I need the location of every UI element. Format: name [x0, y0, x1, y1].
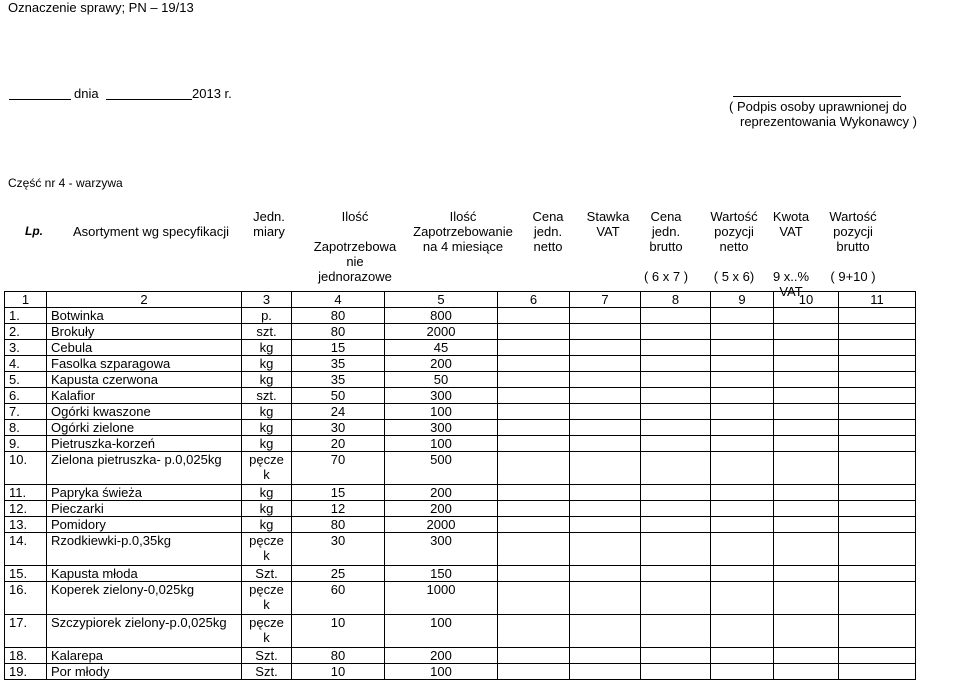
signature-line: [733, 96, 901, 97]
row-wartosc-netto[interactable]: [711, 324, 774, 340]
table-row: [5, 452, 916, 485]
row-cena-netto[interactable]: [498, 356, 570, 372]
row-cena-netto[interactable]: [498, 566, 570, 582]
col-number: 6: [498, 292, 570, 308]
row-cena-netto[interactable]: [498, 404, 570, 420]
row-wartosc-brutto[interactable]: [839, 324, 916, 340]
row-lp: 14.: [5, 533, 47, 566]
row-cena-netto[interactable]: [498, 517, 570, 533]
row-unit: pęcze k: [242, 533, 292, 566]
row-qty-single: 80: [292, 324, 385, 340]
row-stawka-vat[interactable]: [570, 324, 641, 340]
row-lp: 10.: [5, 452, 47, 485]
row-qty-single: 35: [292, 372, 385, 388]
row-kwota-vat[interactable]: [774, 582, 839, 615]
header-ilosc-jednorazowe: Ilość Zapotrzebowa nie jednorazowe: [313, 209, 397, 284]
row-qty-single: 80: [292, 648, 385, 664]
row-wartosc-netto[interactable]: [711, 501, 774, 517]
row-cena-brutto[interactable]: [641, 566, 711, 582]
row-stawka-vat[interactable]: [570, 501, 641, 517]
row-cena-brutto[interactable]: [641, 356, 711, 372]
row-lp: 15.: [5, 566, 47, 582]
row-qty-single: 70: [292, 452, 385, 485]
row-qty-4-months: 300: [385, 388, 498, 404]
table-row: [5, 372, 916, 388]
row-wartosc-netto[interactable]: [711, 340, 774, 356]
row-item-name: Ogórki kwaszone: [47, 404, 242, 420]
row-wartosc-brutto[interactable]: [839, 340, 916, 356]
table-row: [5, 436, 916, 452]
row-stawka-vat[interactable]: [570, 436, 641, 452]
row-cena-brutto[interactable]: [641, 648, 711, 664]
row-wartosc-netto[interactable]: [711, 582, 774, 615]
row-kwota-vat[interactable]: [774, 501, 839, 517]
row-cena-brutto[interactable]: [641, 372, 711, 388]
row-item-name: Fasolka szparagowa: [47, 356, 242, 372]
row-lp: 13.: [5, 517, 47, 533]
row-cena-netto[interactable]: [498, 648, 570, 664]
header-cena-brutto: Cena jedn. brutto ( 6 x 7 ): [643, 209, 689, 284]
row-item-name: Brokuły: [47, 324, 242, 340]
row-kwota-vat[interactable]: [774, 340, 839, 356]
row-cena-netto[interactable]: [498, 420, 570, 436]
row-wartosc-netto[interactable]: [711, 566, 774, 582]
row-wartosc-netto[interactable]: [711, 404, 774, 420]
row-stawka-vat[interactable]: [570, 308, 641, 324]
row-kwota-vat[interactable]: [774, 420, 839, 436]
row-cena-brutto[interactable]: [641, 436, 711, 452]
table-row: [5, 501, 916, 517]
row-qty-4-months: 200: [385, 356, 498, 372]
row-qty-4-months: 300: [385, 420, 498, 436]
row-kwota-vat[interactable]: [774, 517, 839, 533]
row-wartosc-netto[interactable]: [711, 388, 774, 404]
col-number: 2: [47, 292, 242, 308]
row-qty-4-months: 200: [385, 648, 498, 664]
row-wartosc-brutto[interactable]: [839, 517, 916, 533]
row-wartosc-netto[interactable]: [711, 436, 774, 452]
row-cena-brutto[interactable]: [641, 388, 711, 404]
row-unit: kg: [242, 436, 292, 452]
row-qty-single: 24: [292, 404, 385, 420]
row-unit: szt.: [242, 324, 292, 340]
row-cena-netto[interactable]: [498, 533, 570, 566]
row-stawka-vat[interactable]: [570, 356, 641, 372]
col-number: 1: [5, 292, 47, 308]
row-unit: kg: [242, 372, 292, 388]
row-cena-brutto[interactable]: [641, 420, 711, 436]
header-asortyment: Asortyment wg specyfikacji: [72, 224, 230, 239]
row-qty-single: 20: [292, 436, 385, 452]
row-qty-4-months: 300: [385, 533, 498, 566]
row-qty-single: 12: [292, 501, 385, 517]
row-qty-single: 30: [292, 533, 385, 566]
row-kwota-vat[interactable]: [774, 356, 839, 372]
row-cena-brutto[interactable]: [641, 582, 711, 615]
row-qty-single: 10: [292, 664, 385, 680]
row-wartosc-netto[interactable]: [711, 648, 774, 664]
row-wartosc-brutto[interactable]: [839, 420, 916, 436]
row-wartosc-brutto[interactable]: [839, 388, 916, 404]
row-lp: 2.: [5, 324, 47, 340]
row-cena-brutto[interactable]: [641, 501, 711, 517]
row-lp: 8.: [5, 420, 47, 436]
row-cena-netto[interactable]: [498, 372, 570, 388]
row-unit: Szt.: [242, 664, 292, 680]
row-wartosc-brutto[interactable]: [839, 582, 916, 615]
offer-table: [4, 291, 916, 680]
table-row: [5, 340, 916, 356]
row-cena-brutto[interactable]: [641, 615, 711, 648]
row-qty-single: 80: [292, 517, 385, 533]
row-wartosc-brutto[interactable]: [839, 436, 916, 452]
row-item-name: Koperek zielony-0,025kg: [47, 582, 242, 615]
row-cena-netto[interactable]: [498, 436, 570, 452]
row-wartosc-netto[interactable]: [711, 615, 774, 648]
row-unit: pęcze k: [242, 615, 292, 648]
signature-caption-line1: ( Podpis osoby uprawnionej do: [729, 99, 907, 114]
col-number: 4: [292, 292, 385, 308]
row-qty-single: 15: [292, 485, 385, 501]
row-cena-brutto[interactable]: [641, 308, 711, 324]
row-unit: szt.: [242, 388, 292, 404]
row-qty-4-months: 100: [385, 615, 498, 648]
row-unit: kg: [242, 404, 292, 420]
row-unit: pęcze k: [242, 582, 292, 615]
row-qty-4-months: 100: [385, 664, 498, 680]
table-row: [5, 517, 916, 533]
row-qty-4-months: 100: [385, 404, 498, 420]
col-number: 9: [711, 292, 774, 308]
table-row: [5, 308, 916, 324]
table-row: [5, 566, 916, 582]
row-qty-single: 60: [292, 582, 385, 615]
row-kwota-vat[interactable]: [774, 324, 839, 340]
row-kwota-vat[interactable]: [774, 566, 839, 582]
row-kwota-vat[interactable]: [774, 404, 839, 420]
row-qty-4-months: 45: [385, 340, 498, 356]
row-wartosc-brutto[interactable]: [839, 452, 916, 485]
row-wartosc-brutto[interactable]: [839, 501, 916, 517]
row-lp: 7.: [5, 404, 47, 420]
row-stawka-vat[interactable]: [570, 582, 641, 615]
header-wartosc-netto: Wartość pozycji netto ( 5 x 6): [710, 209, 758, 284]
row-wartosc-netto[interactable]: [711, 372, 774, 388]
header-jedn-miary: Jedn. miary: [253, 209, 285, 239]
row-kwota-vat[interactable]: [774, 436, 839, 452]
row-cena-netto[interactable]: [498, 582, 570, 615]
row-cena-brutto[interactable]: [641, 452, 711, 485]
row-wartosc-brutto[interactable]: [839, 372, 916, 388]
row-lp: 9.: [5, 436, 47, 452]
row-lp: 4.: [5, 356, 47, 372]
table-row: [5, 420, 916, 436]
date-blank-line-1: [9, 99, 71, 100]
header-ilosc-4-miesiace: Ilość Zapotrzebowanie na 4 miesiące: [413, 209, 513, 254]
row-wartosc-brutto[interactable]: [839, 566, 916, 582]
row-wartosc-netto[interactable]: [711, 452, 774, 485]
row-lp: 16.: [5, 582, 47, 615]
part-label: Część nr 4 - warzywa: [8, 176, 123, 190]
row-kwota-vat[interactable]: [774, 308, 839, 324]
col-number: 11: [839, 292, 916, 308]
header-lp: Lp.: [25, 224, 43, 238]
row-stawka-vat[interactable]: [570, 404, 641, 420]
row-cena-netto[interactable]: [498, 485, 570, 501]
row-wartosc-brutto[interactable]: [839, 533, 916, 566]
row-cena-netto[interactable]: [498, 388, 570, 404]
row-lp: 6.: [5, 388, 47, 404]
table-row: [5, 356, 916, 372]
row-item-name: Papryka świeża: [47, 485, 242, 501]
row-stawka-vat[interactable]: [570, 615, 641, 648]
row-wartosc-netto[interactable]: [711, 485, 774, 501]
table-row: [5, 582, 916, 615]
row-qty-4-months: 200: [385, 501, 498, 517]
date-dnia-label: dnia: [74, 86, 99, 101]
row-unit: kg: [242, 501, 292, 517]
row-stawka-vat[interactable]: [570, 485, 641, 501]
row-item-name: Kalafior: [47, 388, 242, 404]
row-qty-4-months: 2000: [385, 517, 498, 533]
row-cena-brutto[interactable]: [641, 324, 711, 340]
header-wartosc-brutto: Wartość pozycji brutto ( 9+10 ): [829, 209, 877, 284]
row-item-name: Cebula: [47, 340, 242, 356]
row-kwota-vat[interactable]: [774, 372, 839, 388]
row-lp: 18.: [5, 648, 47, 664]
signature-caption-line2: reprezentowania Wykonawcy ): [740, 114, 917, 129]
row-qty-4-months: 200: [385, 485, 498, 501]
row-qty-single: 10: [292, 615, 385, 648]
row-stawka-vat[interactable]: [570, 388, 641, 404]
row-unit: kg: [242, 356, 292, 372]
row-kwota-vat[interactable]: [774, 615, 839, 648]
col-number: 3: [242, 292, 292, 308]
table-row: [5, 648, 916, 664]
row-qty-4-months: 1000: [385, 582, 498, 615]
date-year-label: 2013 r.: [192, 86, 232, 101]
table-row: [5, 485, 916, 501]
row-lp: 1.: [5, 308, 47, 324]
row-qty-4-months: 150: [385, 566, 498, 582]
row-wartosc-brutto[interactable]: [839, 485, 916, 501]
row-unit: Szt.: [242, 648, 292, 664]
col-number: 7: [570, 292, 641, 308]
row-qty-single: 30: [292, 420, 385, 436]
date-blank-line-2: [106, 99, 192, 100]
row-stawka-vat[interactable]: [570, 648, 641, 664]
row-item-name: Ogórki zielone: [47, 420, 242, 436]
row-cena-netto[interactable]: [498, 501, 570, 517]
row-item-name: Zielona pietruszka- p.0,025kg: [47, 452, 242, 485]
row-qty-4-months: 800: [385, 308, 498, 324]
row-stawka-vat[interactable]: [570, 340, 641, 356]
row-lp: 12.: [5, 501, 47, 517]
row-cena-netto[interactable]: [498, 308, 570, 324]
row-unit: Szt.: [242, 566, 292, 582]
header-stawka-vat: Stawka VAT: [586, 209, 630, 239]
row-wartosc-brutto[interactable]: [839, 648, 916, 664]
row-cena-netto[interactable]: [498, 452, 570, 485]
row-cena-netto[interactable]: [498, 340, 570, 356]
row-qty-single: 25: [292, 566, 385, 582]
row-item-name: Kapusta czerwona: [47, 372, 242, 388]
row-cena-brutto[interactable]: [641, 404, 711, 420]
row-wartosc-brutto[interactable]: [839, 404, 916, 420]
row-lp: 17.: [5, 615, 47, 648]
row-item-name: Szczypiorek zielony-p.0,025kg: [47, 615, 242, 648]
row-stawka-vat[interactable]: [570, 452, 641, 485]
row-lp: 3.: [5, 340, 47, 356]
col-number: 5: [385, 292, 498, 308]
row-stawka-vat[interactable]: [570, 372, 641, 388]
row-stawka-vat[interactable]: [570, 566, 641, 582]
row-qty-single: 35: [292, 356, 385, 372]
row-kwota-vat[interactable]: [774, 485, 839, 501]
row-qty-4-months: 100: [385, 436, 498, 452]
row-stawka-vat[interactable]: [570, 533, 641, 566]
row-wartosc-brutto[interactable]: [839, 308, 916, 324]
header-cena-netto: Cena jedn. netto: [532, 209, 564, 254]
row-unit: kg: [242, 340, 292, 356]
table-row: [5, 388, 916, 404]
col-number: 8: [641, 292, 711, 308]
table-row: [5, 324, 916, 340]
row-kwota-vat[interactable]: [774, 452, 839, 485]
row-wartosc-netto[interactable]: [711, 420, 774, 436]
row-item-name: Pietruszka-korzeń: [47, 436, 242, 452]
row-qty-single: 15: [292, 340, 385, 356]
col-number: 10: [774, 292, 839, 308]
row-qty-4-months: 50: [385, 372, 498, 388]
row-cena-brutto[interactable]: [641, 485, 711, 501]
row-qty-single: 80: [292, 308, 385, 324]
row-wartosc-brutto[interactable]: [839, 356, 916, 372]
row-wartosc-netto[interactable]: [711, 356, 774, 372]
row-wartosc-netto[interactable]: [711, 517, 774, 533]
row-stawka-vat[interactable]: [570, 517, 641, 533]
row-cena-brutto[interactable]: [641, 517, 711, 533]
row-unit: kg: [242, 485, 292, 501]
row-item-name: Botwinka: [47, 308, 242, 324]
row-kwota-vat[interactable]: [774, 533, 839, 566]
row-qty-4-months: 500: [385, 452, 498, 485]
row-stawka-vat[interactable]: [570, 420, 641, 436]
row-item-name: Por młody: [47, 664, 242, 680]
row-unit: kg: [242, 517, 292, 533]
row-kwota-vat[interactable]: [774, 388, 839, 404]
row-kwota-vat[interactable]: [774, 648, 839, 664]
table-row: [5, 404, 916, 420]
header-kwota-vat: Kwota VAT 9 x..% VAT: [772, 209, 810, 299]
row-unit: kg: [242, 420, 292, 436]
row-lp: 5.: [5, 372, 47, 388]
row-wartosc-netto[interactable]: [711, 308, 774, 324]
row-cena-brutto[interactable]: [641, 533, 711, 566]
row-cena-netto[interactable]: [498, 324, 570, 340]
row-item-name: Kalarepa: [47, 648, 242, 664]
row-lp: 11.: [5, 485, 47, 501]
row-cena-netto[interactable]: [498, 615, 570, 648]
row-lp: 19.: [5, 664, 47, 680]
row-qty-4-months: 2000: [385, 324, 498, 340]
row-item-name: Pieczarki: [47, 501, 242, 517]
row-item-name: Pomidory: [47, 517, 242, 533]
row-item-name: Rzodkiewki-p.0,35kg: [47, 533, 242, 566]
row-item-name: Kapusta młoda: [47, 566, 242, 582]
row-cena-brutto[interactable]: [641, 340, 711, 356]
column-number-row: [5, 292, 916, 308]
row-wartosc-brutto[interactable]: [839, 615, 916, 648]
row-unit: p.: [242, 308, 292, 324]
table-row: [5, 533, 916, 566]
row-unit: pęcze k: [242, 452, 292, 485]
case-reference: Oznaczenie sprawy; PN – 19/13: [8, 0, 194, 15]
row-wartosc-netto[interactable]: [711, 533, 774, 566]
row-qty-single: 50: [292, 388, 385, 404]
table-row: [5, 615, 916, 648]
